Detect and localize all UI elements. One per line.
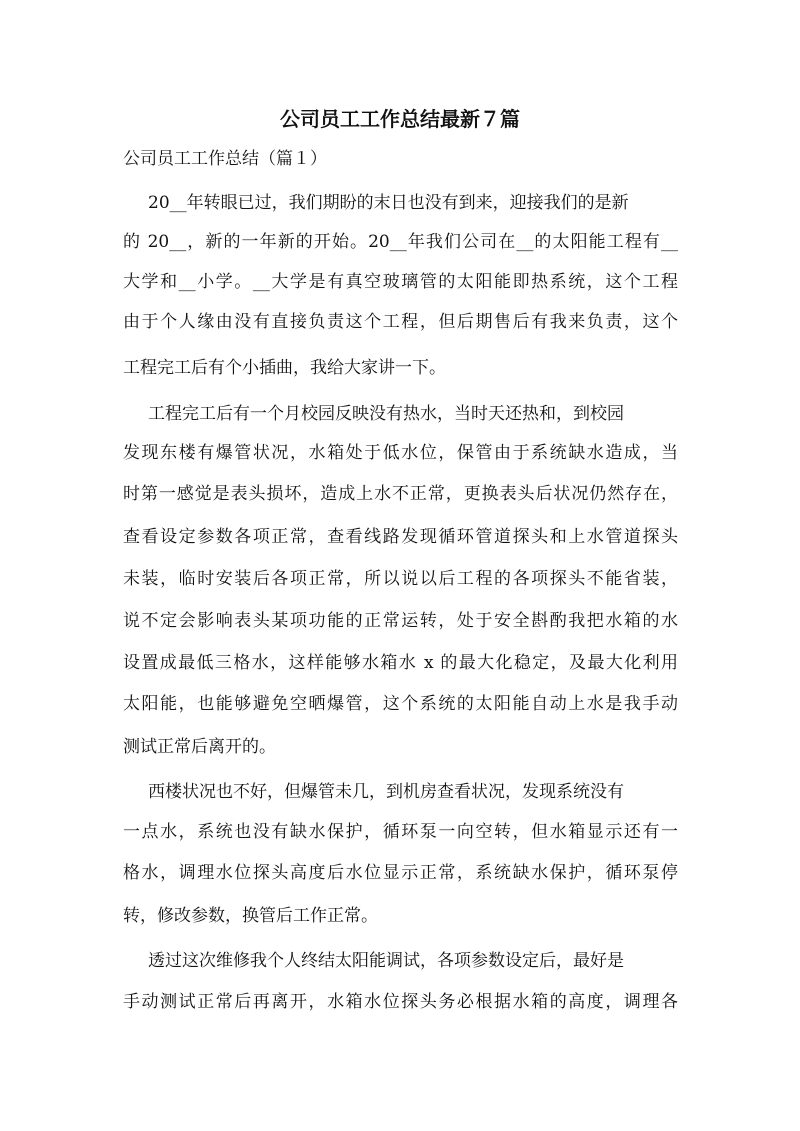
paragraph-2-line-8: 太阳能，也能够避免空晒爆管，这个系统的太阳能自动上水是我手动 — [123, 694, 678, 714]
paragraph-2-line-9: 测试正常后离开的。 — [123, 737, 276, 757]
paragraph-3-line-2: 一点水，系统也没有缺水保护，循环泵一向空转，但水箱显示还有一 — [123, 822, 678, 842]
paragraph-2-line-6: 说不定会影响表头某项功能的正常运转，处于安全斟酌我把水箱的水 — [123, 611, 678, 631]
paragraph-2-line-7: 设置成最低三格水，这样能够水箱水 x 的最大化稳定，及最大化利用 — [123, 653, 678, 673]
paragraph-3-line-3: 格水，调理水位探头高度后水位显示正常，系统缺水保护，循环泵停 — [123, 863, 678, 883]
paragraph-1-line-2: 的 20__，新的一年新的开始。20__年我们公司在__的太阳能工程有__ — [123, 232, 678, 252]
paragraph-2-line-5: 未装，临时安装后各项正常，所以说以后工程的各项探头不能省装， — [123, 569, 678, 589]
paragraph-1-line-5: 工程完工后有个小插曲，我给大家讲一下。 — [123, 358, 446, 378]
paragraph-4-line-2: 手动测试正常后再离开，水箱水位探头务必根据水箱的高度，调理各 — [123, 992, 678, 1012]
paragraph-4-line-1: 透过这次维修我个人终结太阳能调试，各项参数设定后，最好是 — [148, 951, 624, 971]
paragraph-3-line-1: 西楼状况也不好，但爆管未几，到机房查看状况，发现系统没有 — [148, 782, 624, 802]
paragraph-1-line-1: 20__年转眼已过，我们期盼的末日也没有到来，迎接我们的是新 — [148, 193, 629, 213]
paragraph-2-line-3: 时第一感觉是表头损坏，造成上水不正常，更换表头后状况仍然存在， — [123, 484, 678, 504]
section-heading: 公司员工工作总结（篇１） — [123, 149, 327, 169]
paragraph-2-line-2: 发现东楼有爆管状况，水箱处于低水位，保管由于系统缺水造成，当 — [123, 443, 678, 463]
paragraph-1-line-3: 大学和__小学。__大学是有真空玻璃管的太阳能即热系统，这个工程 — [123, 272, 678, 292]
document-title: 公司员工工作总结最新７篇 — [280, 107, 520, 131]
paragraph-2-line-1: 工程完工后有一个月校园反映没有热水，当时天还热和，到校园 — [148, 404, 624, 424]
paragraph-1-line-4: 由于个人缘由没有直接负责这个工程，但后期售后有我来负责，这个 — [123, 312, 678, 332]
paragraph-2-line-4: 查看设定参数各项正常，查看线路发现循环管道探头和上水管道探头 — [123, 527, 678, 547]
paragraph-3-line-4: 转，修改参数，换管后工作正常。 — [123, 906, 378, 926]
